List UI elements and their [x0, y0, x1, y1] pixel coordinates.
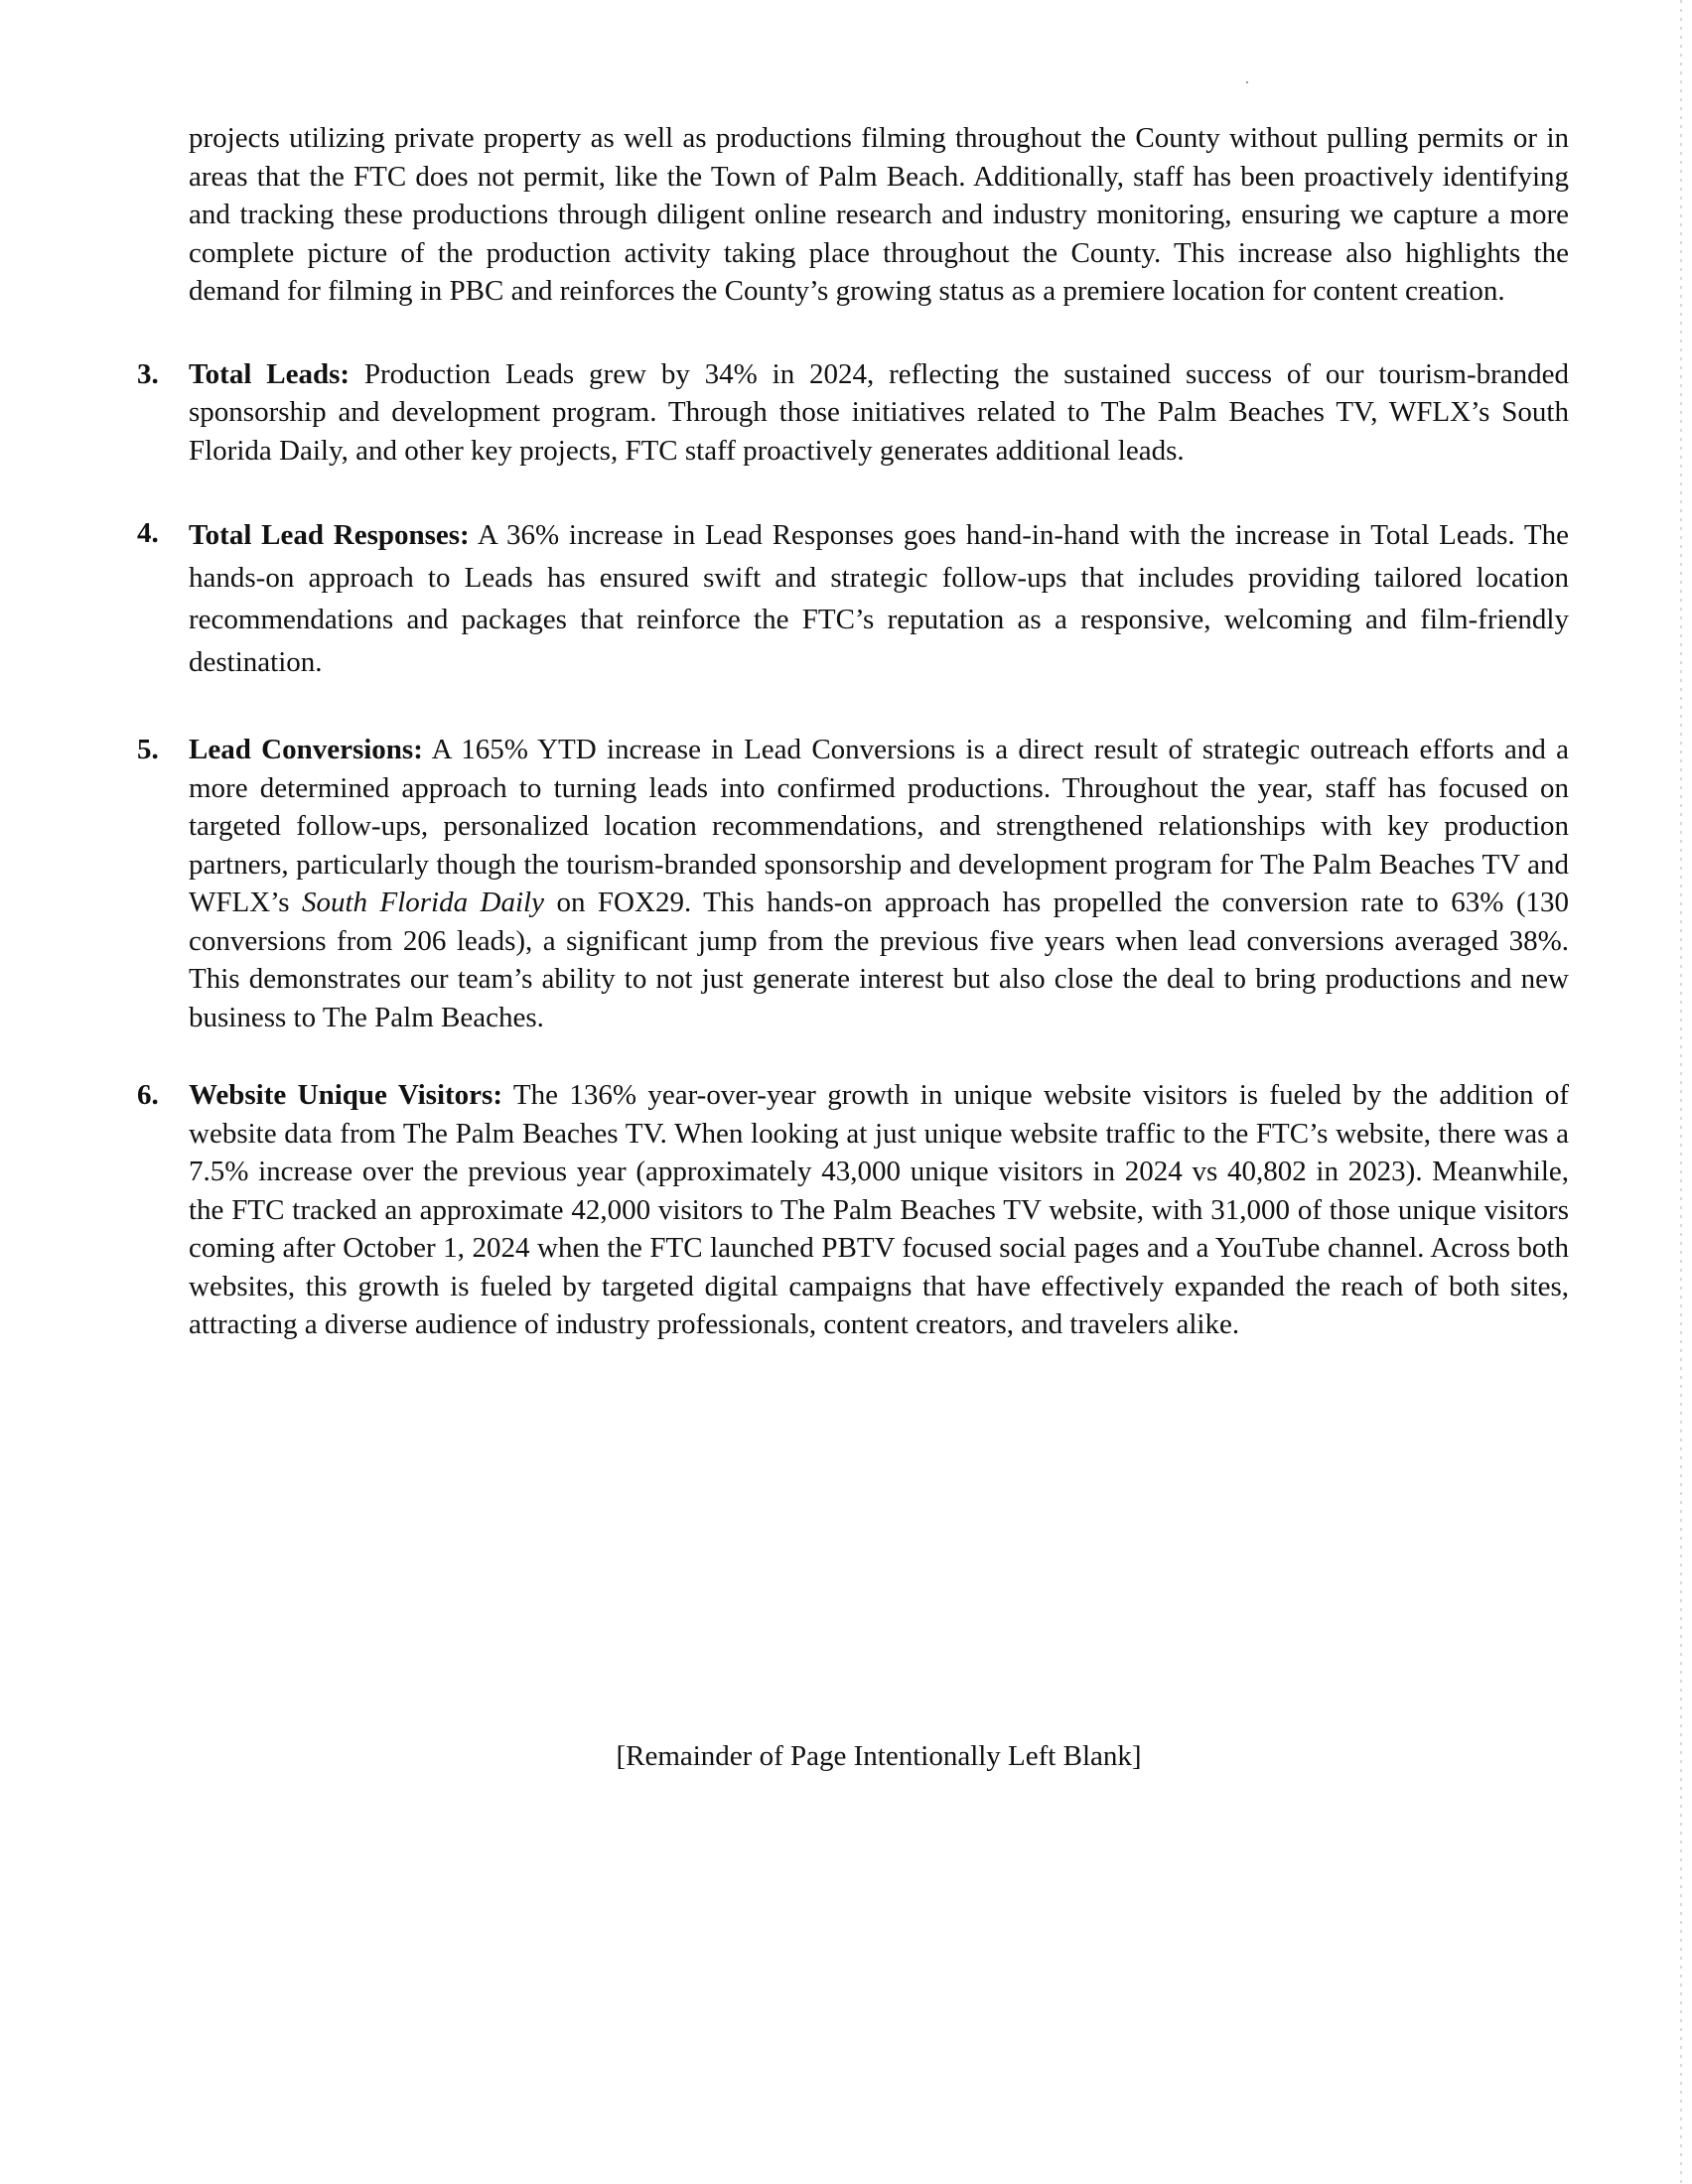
document-body	[137, 119, 1570, 1772]
intro-paragraph: projects utilizing private property as well as productions filming throughout the County without pulling permits or in areas that the FTC does not permit, like the Town of Palm Beach. Additionally, staff has been proactively identifying and tracking these productions through diligent online research and industry monitoring, ensuring we capture a more complete picture of the production activity taking place throughout the County. This increase also highlights the demand for filming in PBC and reinforces the County’s growing status as a premiere location for content creation.	[189, 122, 1569, 307]
list-item-title: Lead Conversions:	[189, 734, 423, 765]
list-item-number: 4.	[137, 517, 159, 549]
list-item-title: Total Leads:	[189, 357, 351, 390]
list-item-text: A 165% YTD increase in Lead Conversions is a direct result of strategic outreach efforts and a more determined approach to turning leads into confirmed productions. Throughout the year, staff has focused on targeted follow-ups, personalized location recommendations, and strengthened relationships with key production partners, particularly though the tourism-branded sponsorship and development program for The Palm Beaches TV and WFLX’s	[189, 734, 1570, 918]
list-item-total-leads	[137, 355, 1570, 471]
list-item-website-unique-visitors	[137, 1076, 1569, 1344]
list-item-number: 5.	[137, 734, 159, 765]
list-item-text-continued: on FOX29. This hands-on approach has propelled the conversion rate to 63% (130 conversions from 206 leads), a significant jump from the previous five years when lead conversions averaged 38%. This demonstrates our team’s ability to not just generate interest but also close the deal to bring productions and new business to The Palm Beaches.	[189, 887, 1570, 1033]
list-item-lead-conversions	[137, 731, 1570, 1036]
list-item-italic-text: South Florida Daily	[301, 887, 544, 918]
list-item-text: Production Leads grew by 34% in 2024, reflecting the sustained success of our tourism-branded sponsorship and development program. Through those initiatives related to The Palm Beaches TV, WFLX’s South Florida Daily, and other key projects, FTC staff proactively generates additional leads.	[189, 357, 1570, 467]
list-item-title: Total Lead Responses:	[189, 519, 470, 551]
scan-speck	[1246, 81, 1248, 83]
list-item-total-lead-responses	[137, 514, 1569, 683]
list-item-title: Website Unique Visitors:	[189, 1079, 502, 1111]
remainder-note: [Remainder of Page Intentionally Left Blank]	[616, 1740, 1142, 1772]
list-item-text: A 36% increase in Lead Responses goes hand-in-hand with the increase in Total Leads. The hands-on approach to Leads has ensured swift and strategic follow-ups that includes providing tailored location recommendations and packages that reinforce the FTC’s reputation as a responsive, welcoming and film-friendly destination.	[189, 519, 1569, 678]
list-item-number: 6.	[137, 1079, 159, 1111]
scan-edge-artifact	[1680, 0, 1682, 2184]
list-item-text: The 136% year-over-year growth in unique website visitors is fueled by the addition of website data from The Palm Beaches TV. When looking at just unique website traffic to the FTC’s website, there was a 7.5% increase over the previous year (approximately 43,000 unique visitors in 2024 vs 40,802 in 2023). Meanwhile, the FTC tracked an approximate 42,000 visitors to The Palm Beaches TV website, with 31,000 of those unique visitors coming after October 1, 2024 when the FTC launched PBTV focused social pages and a YouTube channel. Across both websites, this growth is fueled by targeted digital campaigns that have effectively expanded the reach of both sites, attracting a diverse audience of industry professionals, content creators, and travelers alike.	[189, 1079, 1569, 1340]
list-item-number: 3.	[137, 357, 159, 390]
